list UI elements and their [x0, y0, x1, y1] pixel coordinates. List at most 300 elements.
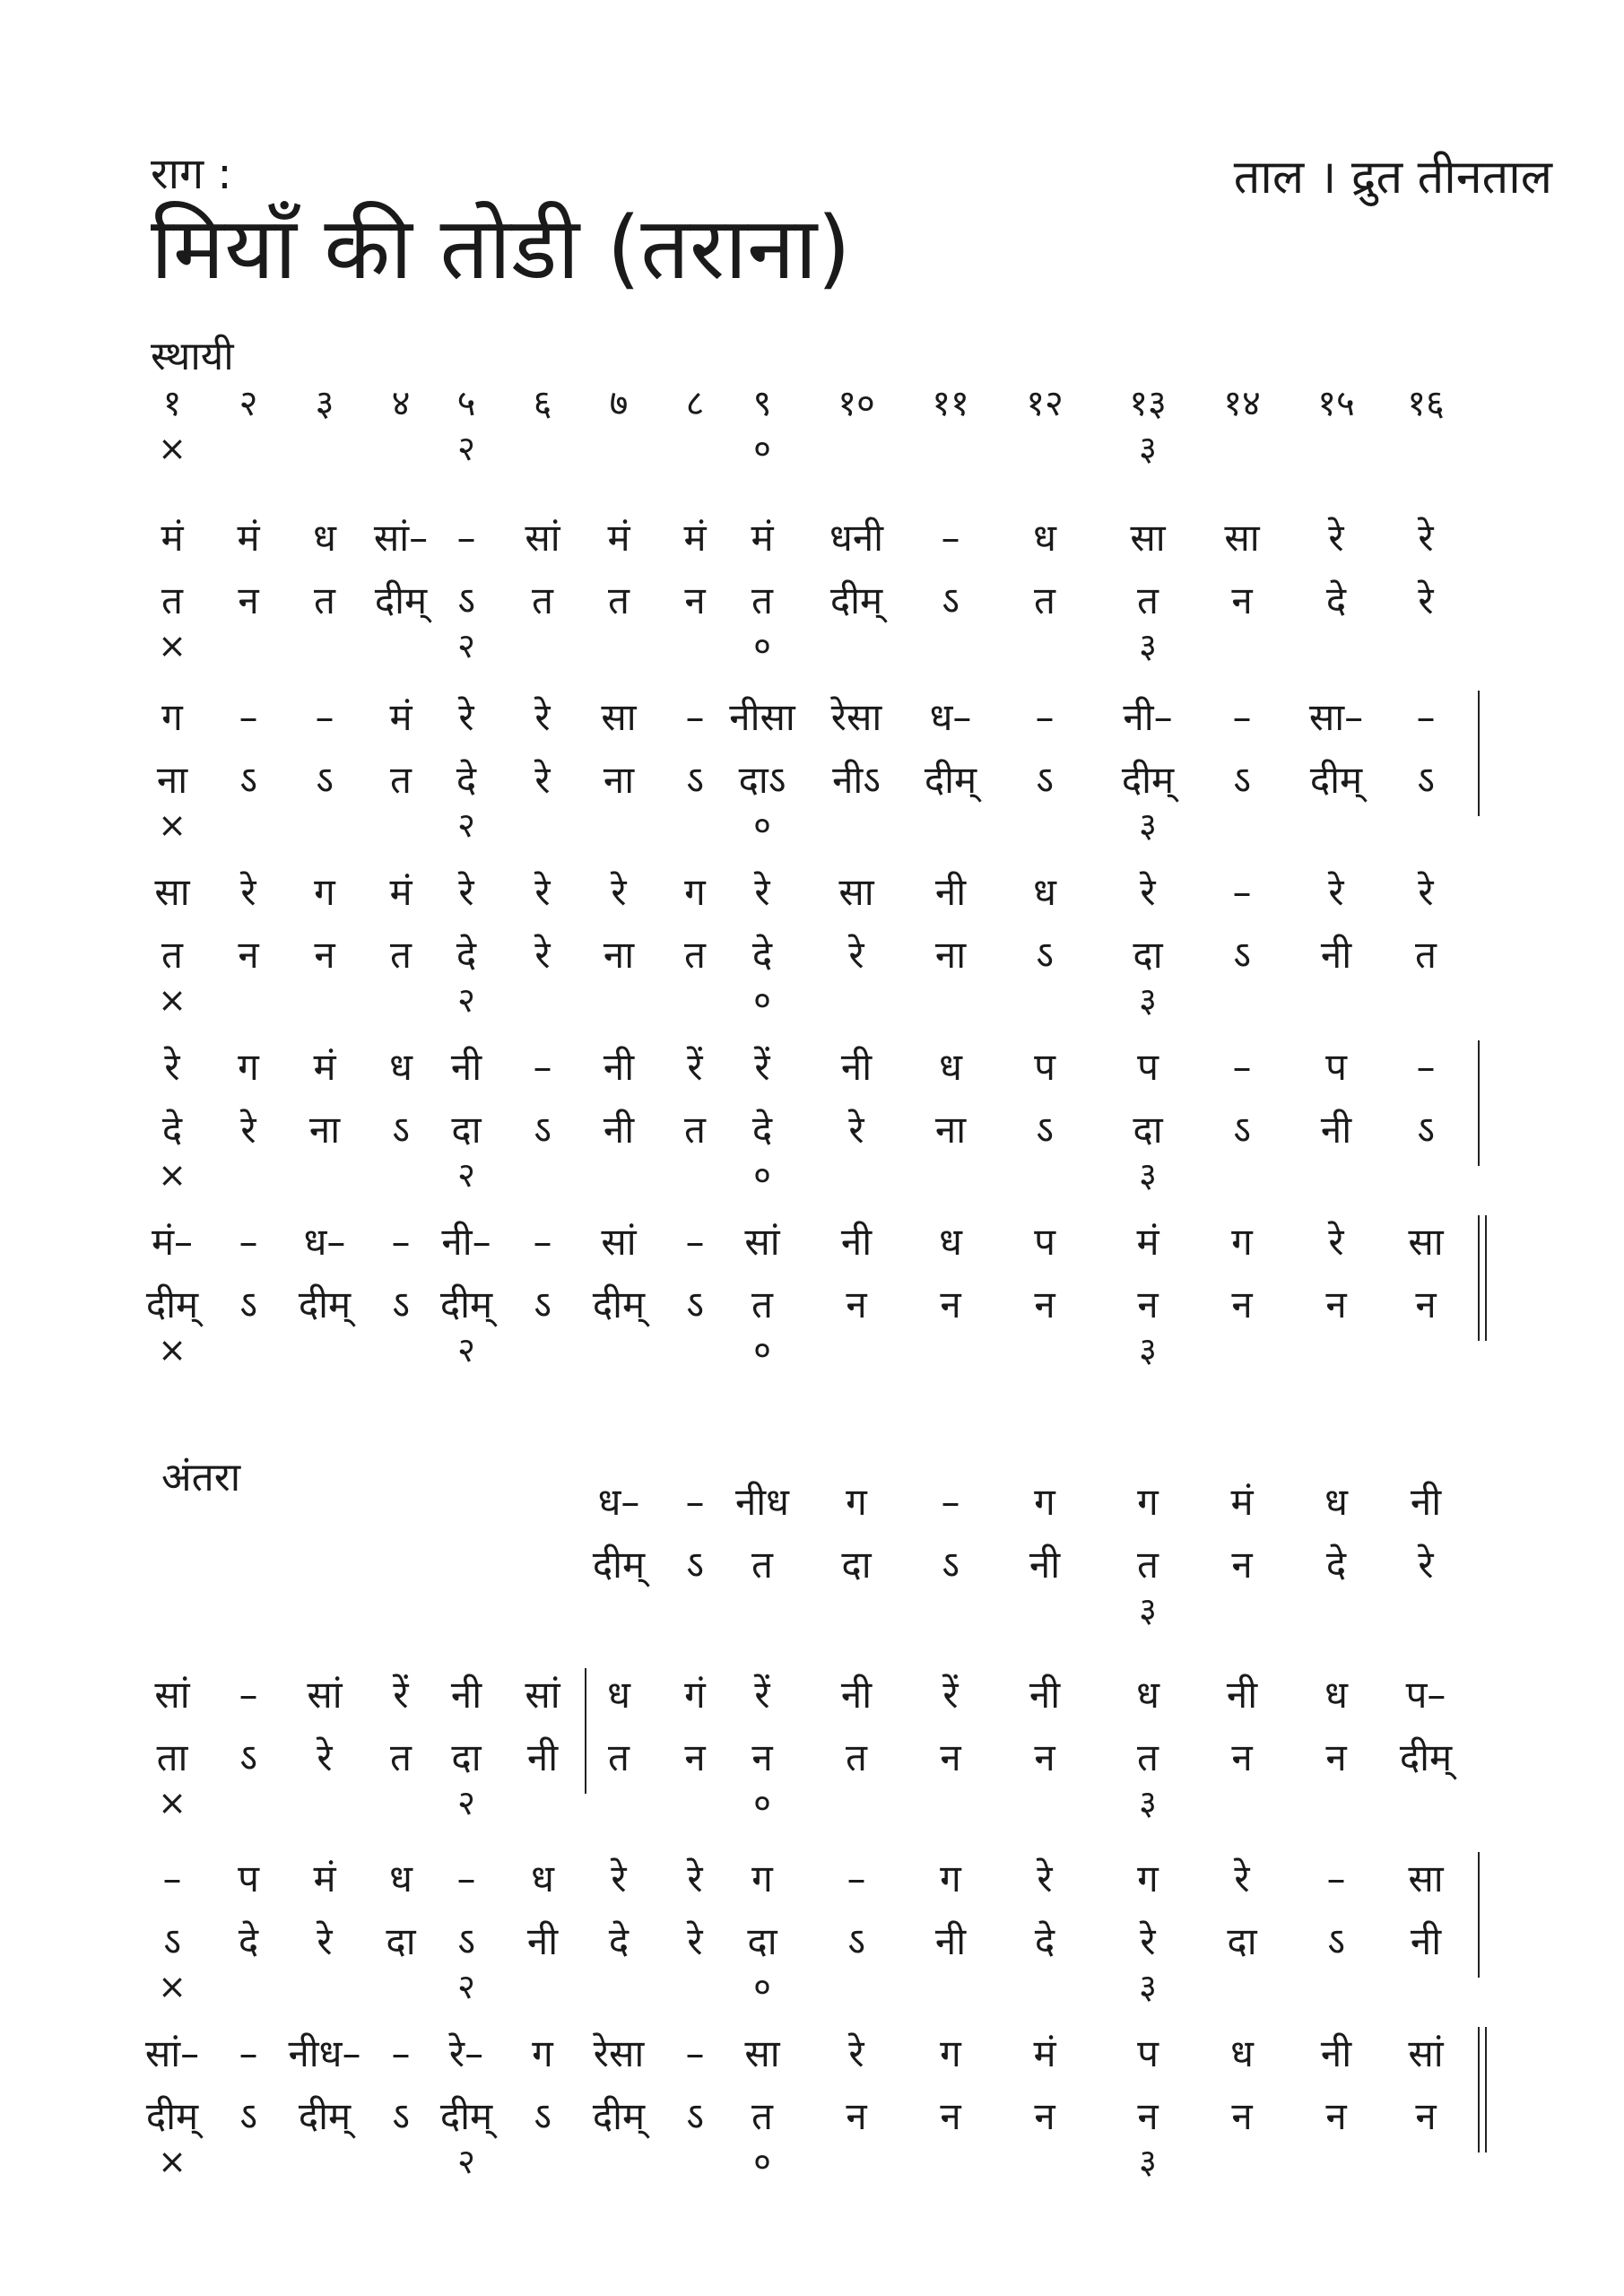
swar-row-cell: प [1137, 1045, 1159, 1089]
swar-row-cell: नी [1410, 1480, 1442, 1524]
swar-row-cell: – [941, 1480, 960, 1524]
swar-row-cell: – [239, 2031, 258, 2075]
marker-row-cell: ३ [1139, 626, 1157, 665]
bol-row-cell: दे [751, 933, 773, 977]
bol-row-cell: न [940, 1283, 961, 1326]
swar-row-cell: – [162, 1857, 182, 1900]
bol-row-cell: नीऽ [832, 758, 881, 802]
bol-row-cell: ऽ [457, 578, 475, 622]
beat-marker-row-cell: २ [457, 429, 475, 468]
swar-row-cell: रे [1234, 1857, 1250, 1900]
marker-row-cell: × [158, 2142, 187, 2181]
beat-number-row-cell: ९ [752, 383, 772, 424]
swar-row-cell: ध [389, 1045, 413, 1089]
bol-row-cell: न [1231, 1283, 1253, 1326]
bol-row-cell: दे [456, 933, 477, 977]
bol-row-cell: नी [1029, 1543, 1061, 1587]
bol-row-cell: ऽ [686, 1543, 704, 1587]
swar-row-cell: ध [1033, 870, 1056, 914]
swar-row-cell: मं– [151, 1220, 194, 1264]
bol-row-cell: ऽ [392, 2094, 410, 2138]
swar-row-cell: मं [161, 516, 184, 560]
barline [1478, 1852, 1480, 1978]
swar-row-cell: मं [1230, 1480, 1254, 1524]
bol-row-cell: न [1231, 1735, 1253, 1779]
bol-row-cell: दे [161, 1108, 183, 1152]
swar-row [0, 1040, 1624, 1094]
swar-row-cell: रे [458, 870, 474, 914]
swar-row-cell: रे [164, 1045, 180, 1089]
swar-row-cell: – [1416, 695, 1436, 739]
swar-row-cell: ध [1230, 2031, 1254, 2075]
swar-row-cell: नी [1029, 1673, 1061, 1717]
swar-row-cell: ग [532, 2031, 553, 2075]
bol-row-cell: रे [848, 933, 864, 977]
swar-row-cell: – [533, 1045, 552, 1089]
swar-row-cell: मं [389, 695, 413, 739]
bol-row-cell: दे [608, 1919, 630, 1963]
swar-row-cell: ग [940, 2031, 961, 2075]
swar-row-cell: रें [754, 1045, 770, 1089]
bol-row-cell: दीम् [592, 1543, 646, 1587]
swar-row-cell: सा [1408, 1857, 1444, 1900]
bol-row-cell: ऽ [392, 1283, 410, 1326]
swar-row-cell: ध [1136, 1673, 1159, 1717]
bol-row-cell: न [684, 1735, 706, 1779]
swar-row-cell: – [456, 1857, 476, 1900]
bol-row-cell: ऽ [1233, 1108, 1251, 1152]
marker-row-cell: ३ [1139, 1590, 1157, 1630]
swar-row [0, 511, 1624, 565]
beat-number-row-cell: १ [162, 383, 182, 424]
bol-row-cell: दा [1133, 933, 1163, 977]
swar-row [0, 865, 1624, 919]
beat-number-row-cell: १३ [1129, 383, 1167, 424]
beat-number-row-cell: १४ [1223, 383, 1261, 424]
swar-row [0, 1852, 1624, 1906]
marker-row-cell: ३ [1139, 1155, 1157, 1195]
marker-row-cell: ३ [1139, 1330, 1157, 1370]
swar-row-cell: नी [1320, 2031, 1352, 2075]
marker-row-cell: ० [753, 626, 771, 665]
bol-row-cell: न [684, 578, 706, 622]
swar-row-cell: नी– [1123, 695, 1173, 739]
swar-row-cell: रे [458, 695, 474, 739]
bol-row-cell: ना [934, 933, 967, 977]
swar-row-cell: ध [389, 1857, 413, 1900]
bol-row-cell: दा [1133, 1108, 1163, 1152]
bol-row-cell: त [751, 1283, 773, 1326]
swar-row-cell: प [1034, 1045, 1055, 1089]
swar-row-cell: नी [1226, 1673, 1258, 1717]
swar-row-cell: प [1137, 2031, 1159, 2075]
swar-row-cell: रें [754, 1673, 770, 1717]
marker-row-cell: ३ [1139, 805, 1157, 845]
bol-row-cell: ना [156, 758, 188, 802]
bol-row-cell: त [1137, 1543, 1159, 1587]
bol-row-cell: रे [534, 758, 551, 802]
swar-row-cell: सां [601, 1220, 637, 1264]
marker-row-cell: ३ [1139, 1967, 1157, 2006]
bol-row-cell: ऽ [1417, 758, 1435, 802]
bol-row-cell: त [608, 578, 630, 622]
swar-row-cell: ध [1324, 1673, 1348, 1717]
bol-row-cell: ऽ [316, 758, 334, 802]
swar-row-cell: नी [840, 1673, 873, 1717]
bol-row-cell: ऽ [534, 2094, 551, 2138]
bol-row-cell: दाऽ [738, 758, 786, 802]
bol-row-cell: ऽ [239, 1735, 257, 1779]
bol-row-cell: न [1231, 2094, 1253, 2138]
marker-row [0, 1776, 1624, 1830]
marker-row-cell: ० [753, 1783, 771, 1822]
bol-row-cell: दे [751, 1108, 773, 1152]
swar-row-cell: मं [1136, 1220, 1159, 1264]
bol-row-cell: दीम् [145, 2094, 199, 2138]
swar-row-cell: – [1232, 695, 1252, 739]
antara-label: अंतरा [161, 1455, 241, 1500]
swar-row-cell: मं [237, 516, 260, 560]
swar-row-cell: – [847, 1857, 866, 1900]
bol-row-cell: न [238, 578, 259, 622]
bol-row-cell: नी [1410, 1919, 1442, 1963]
bol-row-cell: त [390, 758, 412, 802]
swar-row-cell: ध– [929, 695, 972, 739]
bol-row-cell: दीम् [298, 1283, 352, 1326]
barline [585, 1668, 586, 1794]
bol-row-cell: ऽ [534, 1283, 551, 1326]
swar-row-cell: ध [1324, 1480, 1348, 1524]
marker-row [0, 1583, 1624, 1637]
barline [1478, 1215, 1480, 1341]
bol-row-cell: दीम् [924, 758, 977, 802]
swar-row-cell: नी [840, 1220, 873, 1264]
swar-row-cell: रें [393, 1673, 409, 1717]
swar-row-cell: मं [389, 870, 413, 914]
bol-row-cell: त [1137, 578, 1159, 622]
swar-row-cell: रे [1140, 870, 1156, 914]
beat-number-row-cell: १० [838, 383, 875, 424]
swar-row-cell: रेसा [830, 695, 882, 739]
swar-row-cell: रे [1328, 516, 1344, 560]
swar-row-cell: सा [1130, 516, 1166, 560]
swar-row-cell: ग [684, 870, 706, 914]
bol-row-cell: त [684, 1108, 706, 1152]
bol-row-cell: त [1137, 1735, 1159, 1779]
bol-row-cell: न [846, 2094, 867, 2138]
bol-row-cell: दीम् [374, 578, 428, 622]
swar-row-cell: गं [684, 1673, 706, 1717]
marker-row [0, 1960, 1624, 2013]
bol-row-cell: त [161, 933, 183, 977]
bol-row-cell: त [608, 1735, 630, 1779]
swar-row-cell: – [685, 2031, 705, 2075]
bol-row-cell: दे [1325, 578, 1347, 622]
swar-row-cell: सा [744, 2031, 780, 2075]
swar-row-cell: – [1232, 1045, 1252, 1089]
swar-row-cell: ध– [303, 1220, 346, 1264]
marker-row-cell: २ [457, 1783, 475, 1822]
swar-row-cell: मं [313, 1857, 336, 1900]
beat-number-row-cell: ३ [315, 383, 334, 424]
bol-row-cell: न [238, 933, 259, 977]
swar-row-cell: सां– [373, 516, 429, 560]
bol-row-cell: ऽ [1036, 758, 1054, 802]
bol-row-cell: त [684, 933, 706, 977]
marker-row-cell: ३ [1139, 2142, 1157, 2181]
swar-row-cell: रे [534, 695, 551, 739]
bol-row-cell: दीम् [298, 2094, 352, 2138]
swar-row-cell: – [685, 1480, 705, 1524]
bol-row-cell: दा [451, 1108, 482, 1152]
swar-row-cell: सा [154, 870, 190, 914]
swar-row-cell: सां [1408, 2031, 1444, 2075]
bol-row-cell: त [846, 1735, 867, 1779]
marker-row-cell: २ [457, 2142, 475, 2181]
swar-row-cell: मं [607, 516, 630, 560]
bol-row-cell: ना [603, 933, 635, 977]
bol-row-cell: दीम् [439, 1283, 493, 1326]
swar-row-cell: रे [611, 870, 627, 914]
sthayi-label: स्थायी [151, 334, 234, 379]
swar-row-cell: सा– [1308, 695, 1364, 739]
bol-row-cell: दे [456, 758, 477, 802]
bol-row-cell: दीम् [145, 1283, 199, 1326]
bol-row-cell: त [532, 578, 553, 622]
marker-row-cell: २ [457, 1967, 475, 2006]
bol-row-cell: न [1231, 578, 1253, 622]
swar-row-cell: – [391, 2031, 411, 2075]
bol-row-cell: नी [1320, 933, 1352, 977]
swar-row-cell: ग [314, 870, 335, 914]
marker-row-cell: × [158, 1330, 187, 1370]
marker-row-cell: २ [457, 980, 475, 1020]
bol-row-cell: नी [603, 1108, 635, 1152]
swar-row-cell: नी– [441, 1220, 491, 1264]
bol-row-cell: रे [1418, 1543, 1434, 1587]
marker-row [0, 798, 1624, 852]
bol-row-cell: दा [747, 1919, 777, 1963]
swar-row-cell: ध– [597, 1480, 640, 1524]
marker-row-cell: × [158, 1155, 187, 1195]
bol-row-cell: ना [603, 758, 635, 802]
beat-number-row-cell: १२ [1026, 383, 1064, 424]
beat-number-row-cell: ७ [609, 383, 629, 424]
marker-row [0, 1148, 1624, 1202]
marker-row [0, 2135, 1624, 2188]
swar-row-cell: सां– [144, 2031, 200, 2075]
swar-row-cell: सा [601, 695, 637, 739]
barline [1485, 2027, 1487, 2152]
bol-row-cell: ऽ [239, 758, 257, 802]
swar-row [0, 1668, 1624, 1722]
swar-row-cell: रे [611, 1857, 627, 1900]
swar-row [0, 691, 1624, 744]
beat-marker-row-cell: ३ [1139, 429, 1157, 468]
bol-row-cell: रे [848, 1108, 864, 1152]
swar-row-cell: – [1232, 870, 1252, 914]
bol-row-cell: त [390, 933, 412, 977]
bol-row-cell: त [751, 578, 773, 622]
bol-row-cell: ऽ [239, 1283, 257, 1326]
beat-number-row-cell: २ [239, 383, 258, 424]
swar-row-cell: सा [838, 870, 874, 914]
bol-row-cell: दे [238, 1919, 259, 1963]
marker-row-cell: ० [753, 805, 771, 845]
swar-row-cell: ग [1231, 1220, 1253, 1264]
swar-row-cell: मं [751, 516, 774, 560]
bol-row-cell: न [751, 1735, 773, 1779]
bol-row-cell: न [1034, 1735, 1055, 1779]
bol-row-cell: ता [156, 1735, 188, 1779]
bol-row-cell: त [1415, 933, 1437, 977]
marker-row-cell: × [158, 1967, 187, 2006]
bol-row-cell: दे [1325, 1543, 1347, 1587]
swar-row-cell: प [1325, 1045, 1347, 1089]
swar-row-cell: मं [1033, 2031, 1056, 2075]
swar-row-cell: ग [1137, 1857, 1159, 1900]
bol-row-cell: ऽ [1233, 758, 1251, 802]
bol-row-cell: दीम् [1121, 758, 1175, 802]
swar-row-cell: सा [1224, 516, 1260, 560]
beat-number-row-cell: १५ [1317, 383, 1355, 424]
bol-row-cell: दा [1227, 1919, 1257, 1963]
marker-row [0, 619, 1624, 673]
bol-row-cell: नी [526, 1919, 559, 1963]
marker-row-cell: २ [457, 626, 475, 665]
swar-row-cell: – [239, 1673, 258, 1717]
bol-row-cell: रे [1140, 1919, 1156, 1963]
swar-row-cell: नी [603, 1045, 635, 1089]
bol-row-cell: न [314, 933, 335, 977]
bol-row-cell: रे [687, 1919, 703, 1963]
swar-row-cell: रें [687, 1045, 703, 1089]
swar-row [0, 1475, 1624, 1529]
marker-row-cell: २ [457, 1330, 475, 1370]
page-title: मियाँ की तोडी (तराना) [151, 198, 851, 299]
bol-row-cell: दीम् [439, 2094, 493, 2138]
swar-row [0, 2027, 1624, 2081]
bol-row-cell: नी [934, 1919, 967, 1963]
beat-number-row-cell: ६ [533, 383, 552, 424]
bol-row-cell: दे [1034, 1919, 1055, 1963]
swar-row-cell: – [1416, 1045, 1436, 1089]
bol-row-cell: ना [934, 1108, 967, 1152]
swar-row-cell: – [239, 695, 258, 739]
bol-row-cell: न [1415, 1283, 1437, 1326]
bol-row-cell: त [161, 578, 183, 622]
bol-row-cell: दीम् [1309, 758, 1363, 802]
swar-row-cell: सां [744, 1220, 780, 1264]
swar-row-cell: मं [313, 1045, 336, 1089]
bol-row-cell: रे [317, 1735, 333, 1779]
swar-row-cell: सां [307, 1673, 343, 1717]
swar-row-cell: नी [450, 1673, 482, 1717]
bol-row-cell: न [846, 1283, 867, 1326]
marker-row-cell: ० [753, 2142, 771, 2181]
swar-row-cell: ग [846, 1480, 867, 1524]
swar-row-cell: रे– [448, 2031, 484, 2075]
swar-row-cell: सां [525, 1673, 560, 1717]
swar-row-cell: रे [1037, 1857, 1053, 1900]
bol-row-cell: ऽ [686, 1283, 704, 1326]
marker-row-cell: ३ [1139, 980, 1157, 1020]
raga-label: राग : [151, 149, 232, 199]
barline [1478, 2027, 1480, 2152]
bol-row-cell: ऽ [239, 2094, 257, 2138]
swar-row-cell: रेसा [593, 2031, 645, 2075]
swar-row-cell: रे [1328, 1220, 1344, 1264]
bol-row-cell: न [1034, 2094, 1055, 2138]
bol-row-cell: त [751, 2094, 773, 2138]
beat-marker-row-cell: ० [753, 429, 771, 468]
swar-row-cell: ग [751, 1857, 773, 1900]
barline [1478, 691, 1480, 816]
taal-label: ताल । द्रुत तीनताल [1233, 151, 1552, 204]
bol-row-cell: न [1325, 1283, 1347, 1326]
swar-row-cell: ग [161, 695, 183, 739]
swar-row-cell: रे [687, 1857, 703, 1900]
beat-number-row-cell: ८ [685, 383, 705, 424]
bol-row-cell: ऽ [1036, 1108, 1054, 1152]
bol-row-cell: न [1325, 1735, 1347, 1779]
swar-row-cell: ध [939, 1220, 962, 1264]
swar-row-cell: – [315, 695, 334, 739]
swar-row-cell: ध [531, 1857, 554, 1900]
bol-row-cell: ऽ [534, 1108, 551, 1152]
swar-row-cell: ग [1034, 1480, 1055, 1524]
bol-row-cell: त [751, 1543, 773, 1587]
swar-row-cell: नीध [734, 1480, 790, 1524]
swar-row-cell: रे [1418, 870, 1434, 914]
swar-row-cell: ध [939, 1045, 962, 1089]
swar-row-cell: रे [240, 870, 256, 914]
swar-row-cell: प [238, 1857, 259, 1900]
swar-row-cell: नी [450, 1045, 482, 1089]
bol-row-cell: ऽ [1417, 1108, 1435, 1152]
bol-row-cell: ऽ [1036, 933, 1054, 977]
bol-row-cell: न [1137, 1283, 1159, 1326]
bol-row-cell: त [390, 1735, 412, 1779]
bol-row-cell: ऽ [686, 2094, 704, 2138]
swar-row-cell: – [533, 1220, 552, 1264]
bol-row-cell: न [1034, 1283, 1055, 1326]
swar-row-cell: रें [942, 1673, 959, 1717]
bol-row-cell: दीम् [1399, 1735, 1453, 1779]
swar-row-cell: ग [238, 1045, 259, 1089]
bol-row-cell: दा [386, 1919, 416, 1963]
bol-row-cell: दीम् [592, 2094, 646, 2138]
marker-row-cell: × [158, 805, 187, 845]
bol-row-cell: ऽ [163, 1919, 181, 1963]
beat-number-row-cell: १६ [1407, 383, 1445, 424]
swar-row-cell: – [1326, 1857, 1346, 1900]
bol-row-cell: न [940, 1735, 961, 1779]
bol-row-cell: ना [308, 1108, 341, 1152]
bol-row-cell: दा [841, 1543, 872, 1587]
bol-row-cell: रे [240, 1108, 256, 1152]
beat-number-row-cell: ५ [456, 383, 476, 424]
marker-row-cell: ० [753, 1967, 771, 2006]
swar-row-cell: रे [848, 2031, 864, 2075]
bol-row-cell: नी [1320, 1108, 1352, 1152]
bol-row-cell: न [1137, 2094, 1159, 2138]
beat-number-row-cell: ११ [932, 383, 969, 424]
bol-row-cell: न [1231, 1543, 1253, 1587]
marker-row-cell: × [158, 980, 187, 1020]
swar-row-cell: – [239, 1220, 258, 1264]
bol-row-cell: ऽ [686, 758, 704, 802]
